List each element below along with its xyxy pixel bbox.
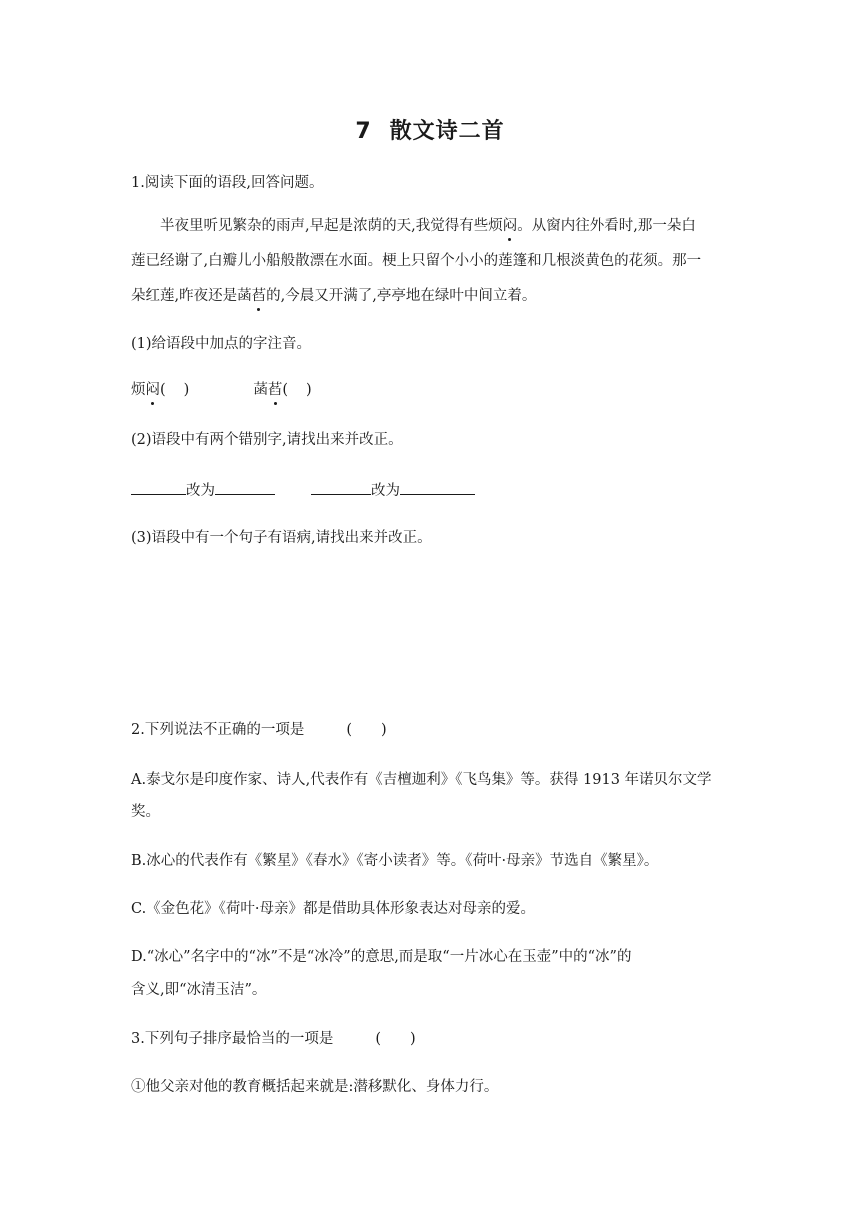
wrong-char-blank-1[interactable] (131, 480, 186, 495)
answer-paren: ( ) (346, 722, 387, 738)
question-1-stem: 1.阅读下面的语段,回答问题。 (131, 175, 324, 191)
lesson-number: 7 (355, 119, 372, 144)
dotted-char: 萏 (267, 382, 283, 398)
wrong-char-blank-2[interactable] (311, 480, 371, 495)
passage-line-1: 半夜里听见繁杂的雨声,早起是浓荫的天,我觉得有些烦闷。从窗内往外看时,那一朵白 (160, 218, 696, 234)
option-c: C.《金色花》《荷叶·母亲》都是借助具体形象表达对母亲的爱。 (131, 901, 536, 917)
subquestion-1: (1)给语段中加点的字注音。 (131, 336, 312, 352)
correct-char-blank-2[interactable] (400, 480, 475, 495)
correct-char-blank-1[interactable] (215, 480, 275, 495)
answer-paren: ( ) (375, 1031, 416, 1047)
ordering-item-1: ①他父亲对他的教育概括起来就是:潜移默化、身体力行。 (131, 1079, 499, 1095)
subquestion-3: (3)语段中有一个句子有语病,请找出来并改正。 (131, 530, 432, 546)
subquestion-2: (2)语段中有两个错别字,请找出来并改正。 (131, 432, 403, 448)
passage-line-2: 莲已经谢了,白瓣儿小船般散漂在水面。梗上只留个小小的莲篷和几根淡黄色的花须。那一 (131, 253, 702, 269)
option-a-line-1: A.泰戈尔是印度作家、诗人,代表作有《吉檀迦利》《飞鸟集》等。获得 1913 年诺贝尔文学 (131, 772, 712, 788)
lesson-title: 散文诗二首 (389, 119, 505, 144)
option-a-line-2: 奖。 (131, 804, 160, 820)
passage-line-3: 朵红莲,昨夜还是菡萏的,今晨又开满了,亭亭地在绿叶中间立着。 (131, 288, 537, 304)
correction-row: 改为 改为 (131, 480, 731, 501)
question-3-stem: 3.下列句子排序最恰当的一项是 ( ) (131, 1031, 416, 1047)
question-2-stem: 2.下列说法不正确的一项是 ( ) (131, 722, 387, 738)
dotted-char: 闷 (502, 218, 518, 234)
option-d-line-1: D.“冰心”名字中的“冰”不是“冰冷”的意思,而是取“一片冰心在玉壶”中的“冰”的 (131, 949, 632, 965)
option-b: B.冰心的代表作有《繁星》《春水》《寄小读者》等。《荷叶·母亲》节选自《繁星》。 (131, 853, 659, 869)
page-title (0, 114, 860, 145)
dotted-char: 萏 (251, 288, 267, 304)
dotted-char: 闷 (145, 382, 160, 398)
option-d-line-2: 含义,即“冰清玉洁”。 (131, 982, 267, 998)
pinyin-answer-row: 烦闷( ) 菡萏( ) (131, 382, 312, 398)
